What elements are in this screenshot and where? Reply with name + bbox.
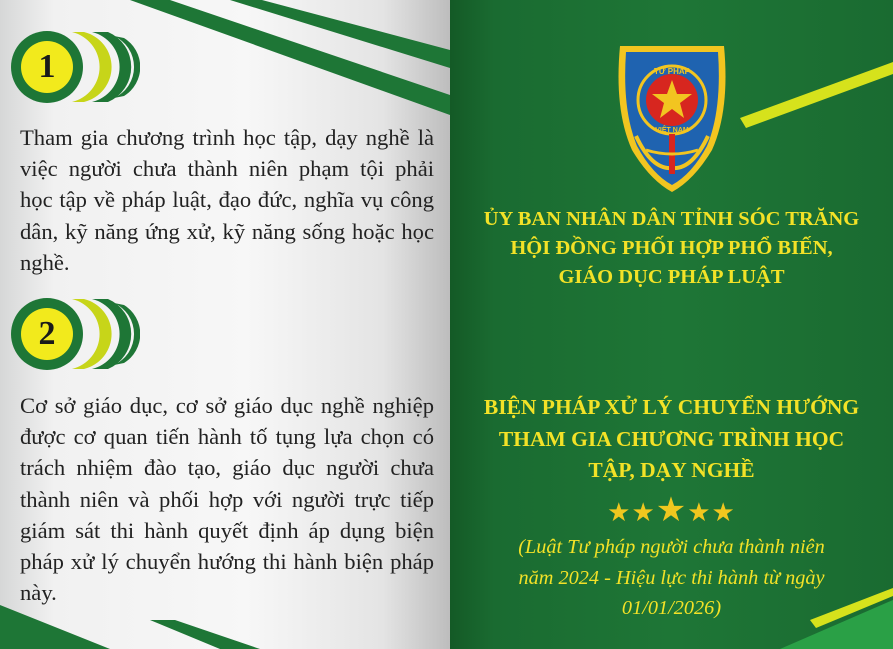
star-icon: ★ (631, 498, 656, 527)
note-line-3: 01/01/2026) (621, 597, 722, 619)
title-line-2: THAM GIA CHƯƠNG TRÌNH HỌC (498, 426, 845, 451)
right-panel (450, 0, 893, 649)
note-line-2: năm 2024 - Hiệu lực thi hành từ ngày (518, 566, 825, 589)
note-line-1: (Luật Tư pháp người chưa thành niên (518, 536, 825, 558)
organization-title (450, 205, 893, 292)
star-rating-decoration (450, 490, 893, 530)
law-note (450, 532, 893, 624)
star-icon: ★ (687, 498, 712, 527)
item-2-text: Cơ sở giáo dục, cơ sở giáo dục nghề nghiệp được cơ quan tiến hành tố tụng lựa chọn có trách nhiệm đào tạo, giáo dục người chưa thành niên và phối hợp với người trực tiếp giám sát thi hành quyết định áp dụng biện pháp xử lý chuyển hướng thi hành biện pháp này. (20, 393, 434, 606)
org-line-3: GIÁO DỤC PHÁP LUẬT (558, 266, 785, 288)
star-icon: ★ (655, 492, 688, 529)
badge-number: 1 (38, 48, 56, 85)
org-line-2: HỘI ĐỒNG PHỐI HỢP PHỔ BIẾN, (510, 237, 833, 259)
title-line-3: TẬP, DẠY NGHỀ (588, 458, 755, 482)
document-title (450, 392, 893, 487)
star-icon: ★ (607, 498, 632, 527)
number-badge-2 (10, 297, 140, 371)
badge-number: 2 (38, 315, 56, 352)
org-line-1: ỦY BAN NHÂN DÂN TỈNH SÓC TRĂNG (483, 208, 860, 230)
star-icon: ★ (711, 498, 736, 527)
item-1-text: Tham gia chương trình học tập, dạy nghề là việc người chưa thành niên phạm tội phải học tập về pháp luật, đạo đức, nghĩa vụ công dân, kỹ năng ứng xử, kỹ năng sống hoặc học nghề. (20, 125, 434, 275)
emblem-top-text: TƯ PHÁP (654, 67, 690, 76)
number-badge-1 (10, 30, 140, 104)
emblem-bottom-text: VIỆT NAM (655, 127, 689, 134)
scale-of-justice-emblem (612, 40, 732, 198)
title-line-1: BIỆN PHÁP XỬ LÝ CHUYỂN HƯỚNG (483, 395, 860, 419)
